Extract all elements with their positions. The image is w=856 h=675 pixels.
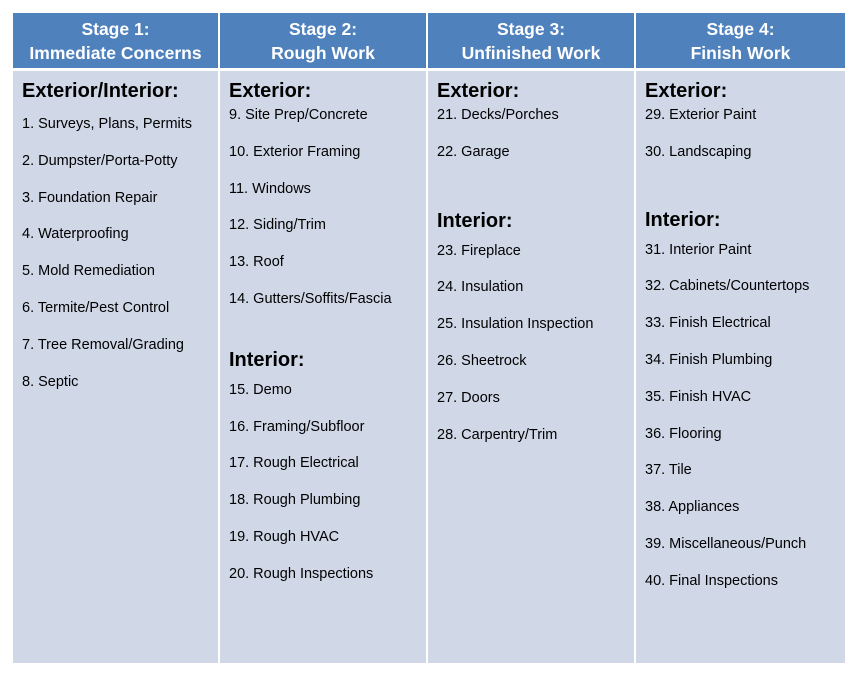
stage-1-title-line2: Immediate Concerns [29, 42, 202, 63]
renovation-stages-table [13, 13, 845, 663]
stage-3-title-line1: Stage 3: [496, 18, 566, 39]
task-item: 12. Siding/Trim [229, 217, 326, 234]
task-item: 3. Foundation Repair [22, 189, 158, 206]
stage-3-title-line2: Unfinished Work [461, 42, 601, 63]
task-item: 31. Interior Paint [645, 241, 752, 258]
task-item: 39. Miscellaneous/Punch [645, 535, 807, 552]
stage-3-interior-list [437, 241, 634, 462]
task-item: 18. Rough Plumbing [229, 492, 361, 509]
stage-2-exterior-heading: Exterior: [229, 80, 312, 102]
stage-2-exterior-list [229, 105, 426, 326]
stage-2-header [220, 13, 428, 71]
task-item: 38. Appliances [645, 499, 740, 516]
task-item: 32. Cabinets/Countertops [645, 278, 810, 295]
task-item: 20. Rough Inspections [229, 565, 374, 582]
stage-1-title-line1: Stage 1: [81, 18, 150, 39]
stage-2-interior-list [229, 380, 426, 601]
stage-1-section-heading: Exterior/Interior: [22, 80, 179, 102]
task-item: 22. Garage [437, 143, 510, 160]
task-item: 7. Tree Removal/Grading [22, 336, 184, 353]
task-item: 27. Doors [437, 389, 500, 406]
stage-1-task-list [22, 114, 218, 408]
stage-4-interior-list [645, 240, 845, 608]
task-item: 4. Waterproofing [22, 226, 129, 243]
stage-2-column [220, 71, 428, 663]
task-item: 1. Surveys, Plans, Permits [22, 116, 193, 132]
stage-4-exterior-list [645, 105, 845, 179]
task-item: 33. Finish Electrical [645, 315, 771, 332]
stage-1-header [13, 13, 220, 71]
task-item: 25. Insulation Inspection [437, 316, 594, 333]
stage-3-column [428, 71, 636, 663]
task-item: 29. Exterior Paint [645, 107, 757, 123]
task-item: 15. Demo [229, 381, 292, 398]
stage-2-interior-heading: Interior: [229, 348, 305, 371]
task-item: 13. Roof [229, 254, 284, 271]
task-item: 40. Final Inspections [645, 572, 778, 589]
stage-3-exterior-list [437, 105, 634, 179]
task-item: 21. Decks/Porches [437, 107, 559, 123]
task-item: 14. Gutters/Soffits/Fascia [229, 290, 392, 307]
task-item: 30. Landscaping [645, 143, 752, 160]
task-item: 24. Insulation [437, 279, 524, 296]
task-item: 5. Mold Remediation [22, 263, 155, 280]
stage-2-title-line1: Stage 2: [288, 18, 358, 39]
stage-4-exterior-heading: Exterior: [645, 80, 728, 102]
stage-4-column [636, 71, 845, 663]
task-item: 6. Termite/Pest Control [22, 299, 170, 316]
task-item: 28. Carpentry/Trim [437, 426, 558, 443]
stage-2-title-line2: Rough Work [271, 42, 375, 63]
stage-3-header [428, 13, 636, 71]
task-item: 37. Tile [645, 462, 692, 479]
stage-4-title-line1: Stage 4: [706, 18, 775, 39]
task-item: 2. Dumpster/Porta-Potty [22, 152, 178, 169]
task-item: 9. Site Prep/Concrete [229, 107, 368, 123]
stage-3-interior-heading: Interior: [437, 209, 513, 232]
stage-4-interior-heading: Interior: [645, 208, 721, 231]
task-item: 10. Exterior Framing [229, 143, 361, 160]
stage-3-exterior-heading: Exterior: [437, 80, 520, 102]
stage-4-header [636, 13, 845, 71]
task-item: 35. Finish HVAC [645, 388, 752, 405]
task-item: 34. Finish Plumbing [645, 351, 773, 368]
task-item: 19. Rough HVAC [229, 528, 340, 545]
task-item: 16. Framing/Subfloor [229, 418, 365, 435]
task-item: 36. Flooring [645, 425, 722, 442]
task-item: 26. Sheetrock [437, 352, 527, 369]
stage-4-title-line2: Finish Work [690, 42, 791, 63]
task-item: 17. Rough Electrical [229, 455, 359, 472]
task-item: 23. Fireplace [437, 242, 521, 259]
task-item: 11. Windows [229, 180, 311, 197]
stage-1-column [13, 71, 220, 663]
task-item: 8. Septic [22, 373, 79, 390]
